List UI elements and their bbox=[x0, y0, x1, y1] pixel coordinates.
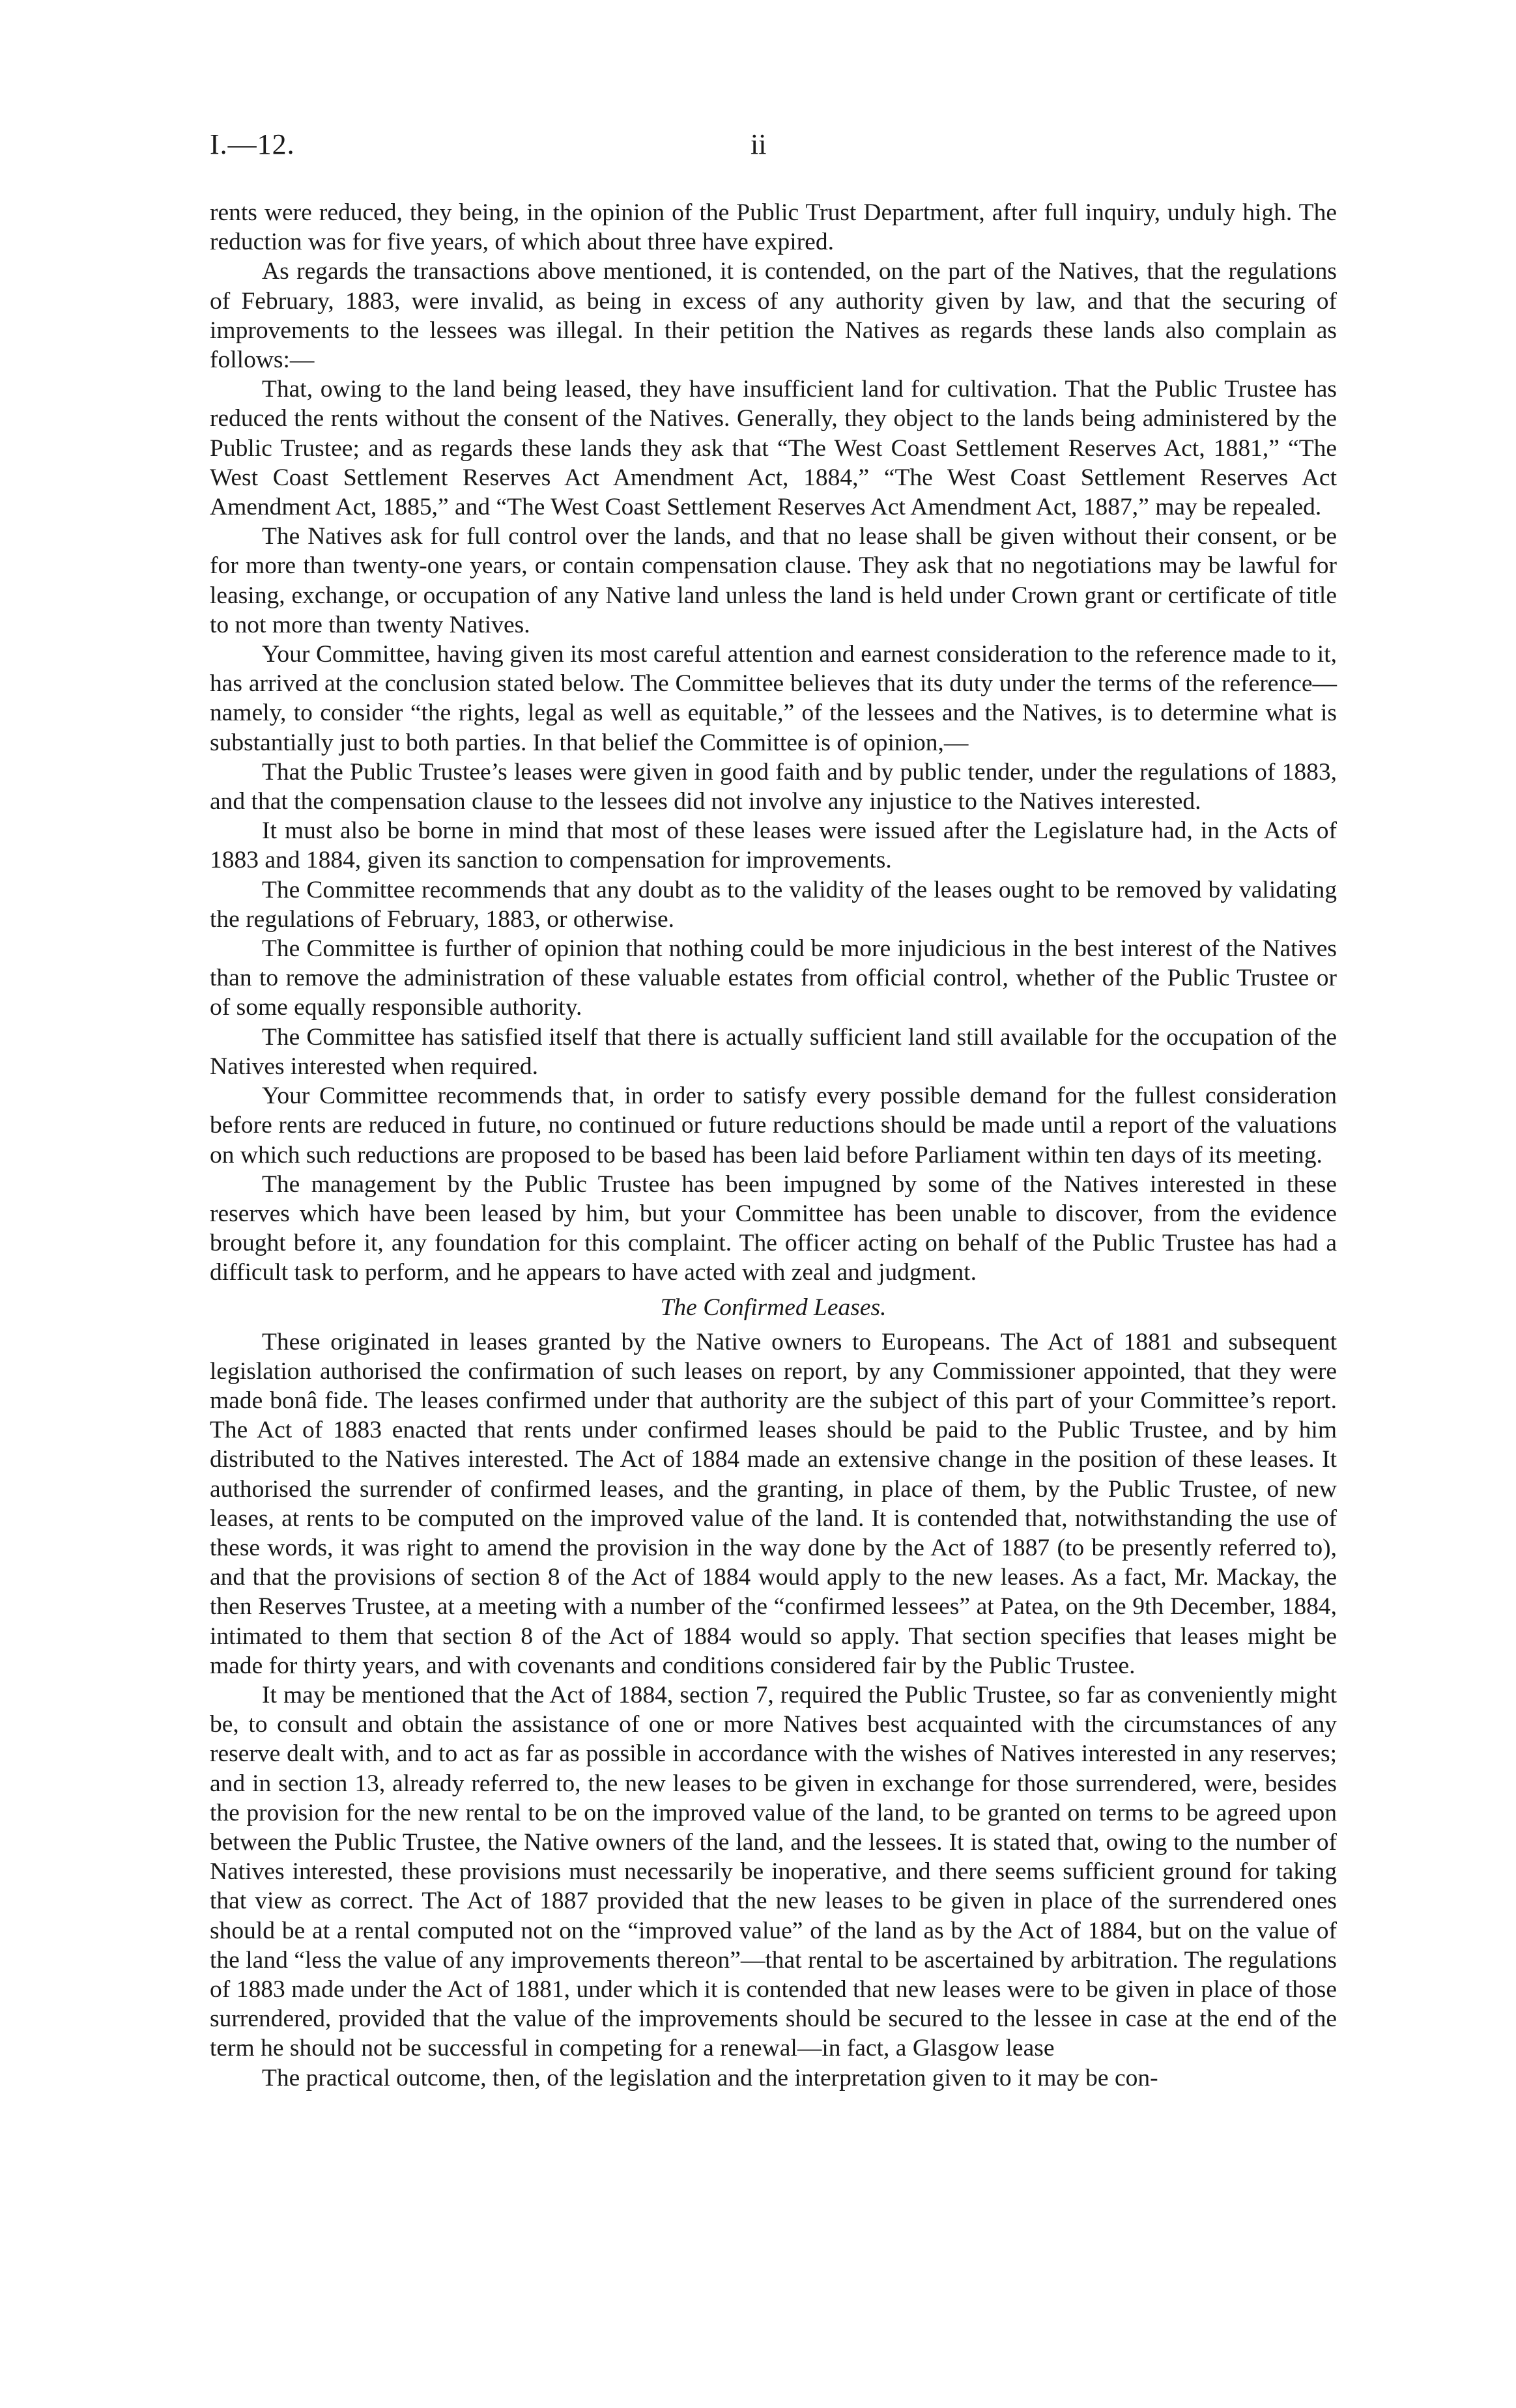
page-header bbox=[210, 128, 1337, 167]
paragraph: It may be mentioned that the Act of 1884, section 7, required the Public Trustee, so far as conveniently might be, to consult and obtain the assistance of one or more Natives best acquainted with the circumstances of any reserve dealt with, and to act as far as possible in accordance with the wishes of Natives interested in any reserves; and in section 13, already referred to, the new leases to be given in exchange for those surrendered, were, besides the provision for the new rental to be on the improved value of the land, to be granted on terms to be agreed upon between the Public Trustee, the Native owners of the land, and the lessees. It is stated that, owing to the number of Natives interested, these provisions must necessarily be inoperative, and there seems sufficient ground for taking that view as correct. The Act of 1887 provided that the new leases to be given in place of the surrendered ones should be at a rental computed not on the “improved value” of the land as by the Act of 1884, but on the value of the land “less the value of any improvements thereon”—that rental to be ascertained by arbitration. The regulations of 1883 made under the Act of 1881, under which it is contended that new leases were to be given in place of those surrendered, provided that the value of the improvements should be secured to the lessee in case at the end of the term he should not be successful in competing for a renewal—in fact, a Glasgow lease bbox=[210, 1681, 1337, 2062]
body-text bbox=[210, 198, 1337, 2093]
paragraph: That, owing to the land being leased, they have insufficient land for cultivation. That the Public Trustee has reduced the rents without the consent of the Natives. Generally, they object to the lands being administered by the Public Trustee; and as regards these lands they ask that “The West Coast Settlement Reserves Act, 1881,” “The West Coast Settlement Reserves Act Amendment Act, 1884,” “The West Coast Settlement Reserves Act Amendment Act, 1885,” and “The West Coast Settlement Reserves Act Amendment Act, 1887,” may be repealed. bbox=[210, 376, 1337, 521]
paragraph: It must also be borne in mind that most of these leases were issued after the Legislature had, in the Acts of 1883 and 1884, given its sanction to compensation for improvements. bbox=[210, 817, 1337, 874]
paragraph: The management by the Public Trustee has been impugned by some of the Natives interested in these reserves which have been leased by him, but your Committee has been unable to discover, from the evidence brought before it, any foundation for this complaint. The officer acting on behalf of the Public Trustee has had a difficult task to perform, and he appears to have acted with zeal and judgment. bbox=[210, 1170, 1337, 1286]
page-number: ii bbox=[751, 128, 767, 160]
section-heading: The Confirmed Leases. bbox=[660, 1294, 887, 1321]
paragraph: That the Public Trustee’s leases were given in good faith and by public tender, under the regulations of 1883, and that the compensation clause to the lessees did not involve any injustice to the Natives interested. bbox=[210, 758, 1337, 815]
paragraph: Your Committee, having given its most careful attention and earnest consideration to the reference made to it, has arrived at the conclusion stated below. The Committee believes that its duty under the terms of the reference—namely, to consider “the rights, legal as well as equitable,” of the lessees and the Natives, is to determine what is substantially just to both parties. In that belief the Committee is of opinion,— bbox=[210, 641, 1337, 756]
paragraph: These originated in leases granted by the Native owners to Europeans. The Act of 1881 and subsequent legislation authorised the confirmation of such leases on report, by any Commissioner appointed, that they were made bonâ fide. The leases confirmed under that authority are the subject of this part of your Committee’s report. The Act of 1883 enacted that rents under confirmed leases should be paid to the Public Trustee, and by him distributed to the Natives interested. The Act of 1884 made an extensive change in the position of these leases. It authorised the surrender of confirmed leases, and the granting, in place of them, by the Public Trustee, of new leases, at rents to be computed on the improved value of the land. It is contended that, notwithstanding the use of these words, it was right to amend the provision in the way done by the Act of 1887 (to be presently referred to), and that the provisions of section 8 of the Act of 1884 would apply to the new leases. As a fact, Mr. Mackay, the then Reserves Trustee, at a meeting with a number of the “confirmed lessees” at Patea, on the 9th December, 1884, intimated to them that section 8 of the Act of 1884 would so apply. That section specifies that leases might be made for thirty years, and with covenants and conditions considered fair by the Public Trustee. bbox=[210, 1328, 1337, 1679]
document-reference: I.—12. bbox=[210, 128, 295, 160]
paragraph: Your Committee recommends that, in order to satisfy every possible demand for the fullest consideration before rents are reduced in future, no continued or future reductions should be made until a report of the valuations on which such reductions are proposed to be based has been laid before Parliament within ten days of its meeting. bbox=[210, 1083, 1337, 1169]
paragraph: The Committee has satisfied itself that there is actually sufficient land still available for the occupation of the Natives interested when required. bbox=[210, 1023, 1337, 1080]
paragraph: As regards the transactions above mentioned, it is contended, on the part of the Natives, that the regulations of February, 1883, were invalid, as being in excess of any authority given by law, and that the securing of improvements to the lessees was illegal. In their petition the Natives as regards these lands also complain as follows:— bbox=[210, 258, 1337, 374]
paragraph: The Committee is further of opinion that nothing could be more injudicious in the best interest of the Natives than to remove the administration of these valuable estates from official control, whether of the Public Trustee or of some equally responsible authority. bbox=[210, 935, 1337, 1021]
paragraph: The practical outcome, then, of the legislation and the interpretation given to it may be con- bbox=[262, 2064, 1158, 2091]
paragraph: The Committee recommends that any doubt as to the validity of the leases ought to be removed by validating the regulations of February, 1883, or otherwise. bbox=[210, 876, 1337, 933]
paragraph-continued: rents were reduced, they being, in the opinion of the Public Trust Department, after full inquiry, unduly high. The reduction was for five years, of which about three have expired. bbox=[210, 199, 1337, 256]
paragraph: The Natives ask for full control over the lands, and that no lease shall be given without their consent, or be for more than twenty-one years, or contain compensation clause. They ask that no negotiations may be lawful for leasing, exchange, or occupation of any Native land unless the land is held under Crown grant or certificate of title to not more than twenty Natives. bbox=[210, 523, 1337, 638]
